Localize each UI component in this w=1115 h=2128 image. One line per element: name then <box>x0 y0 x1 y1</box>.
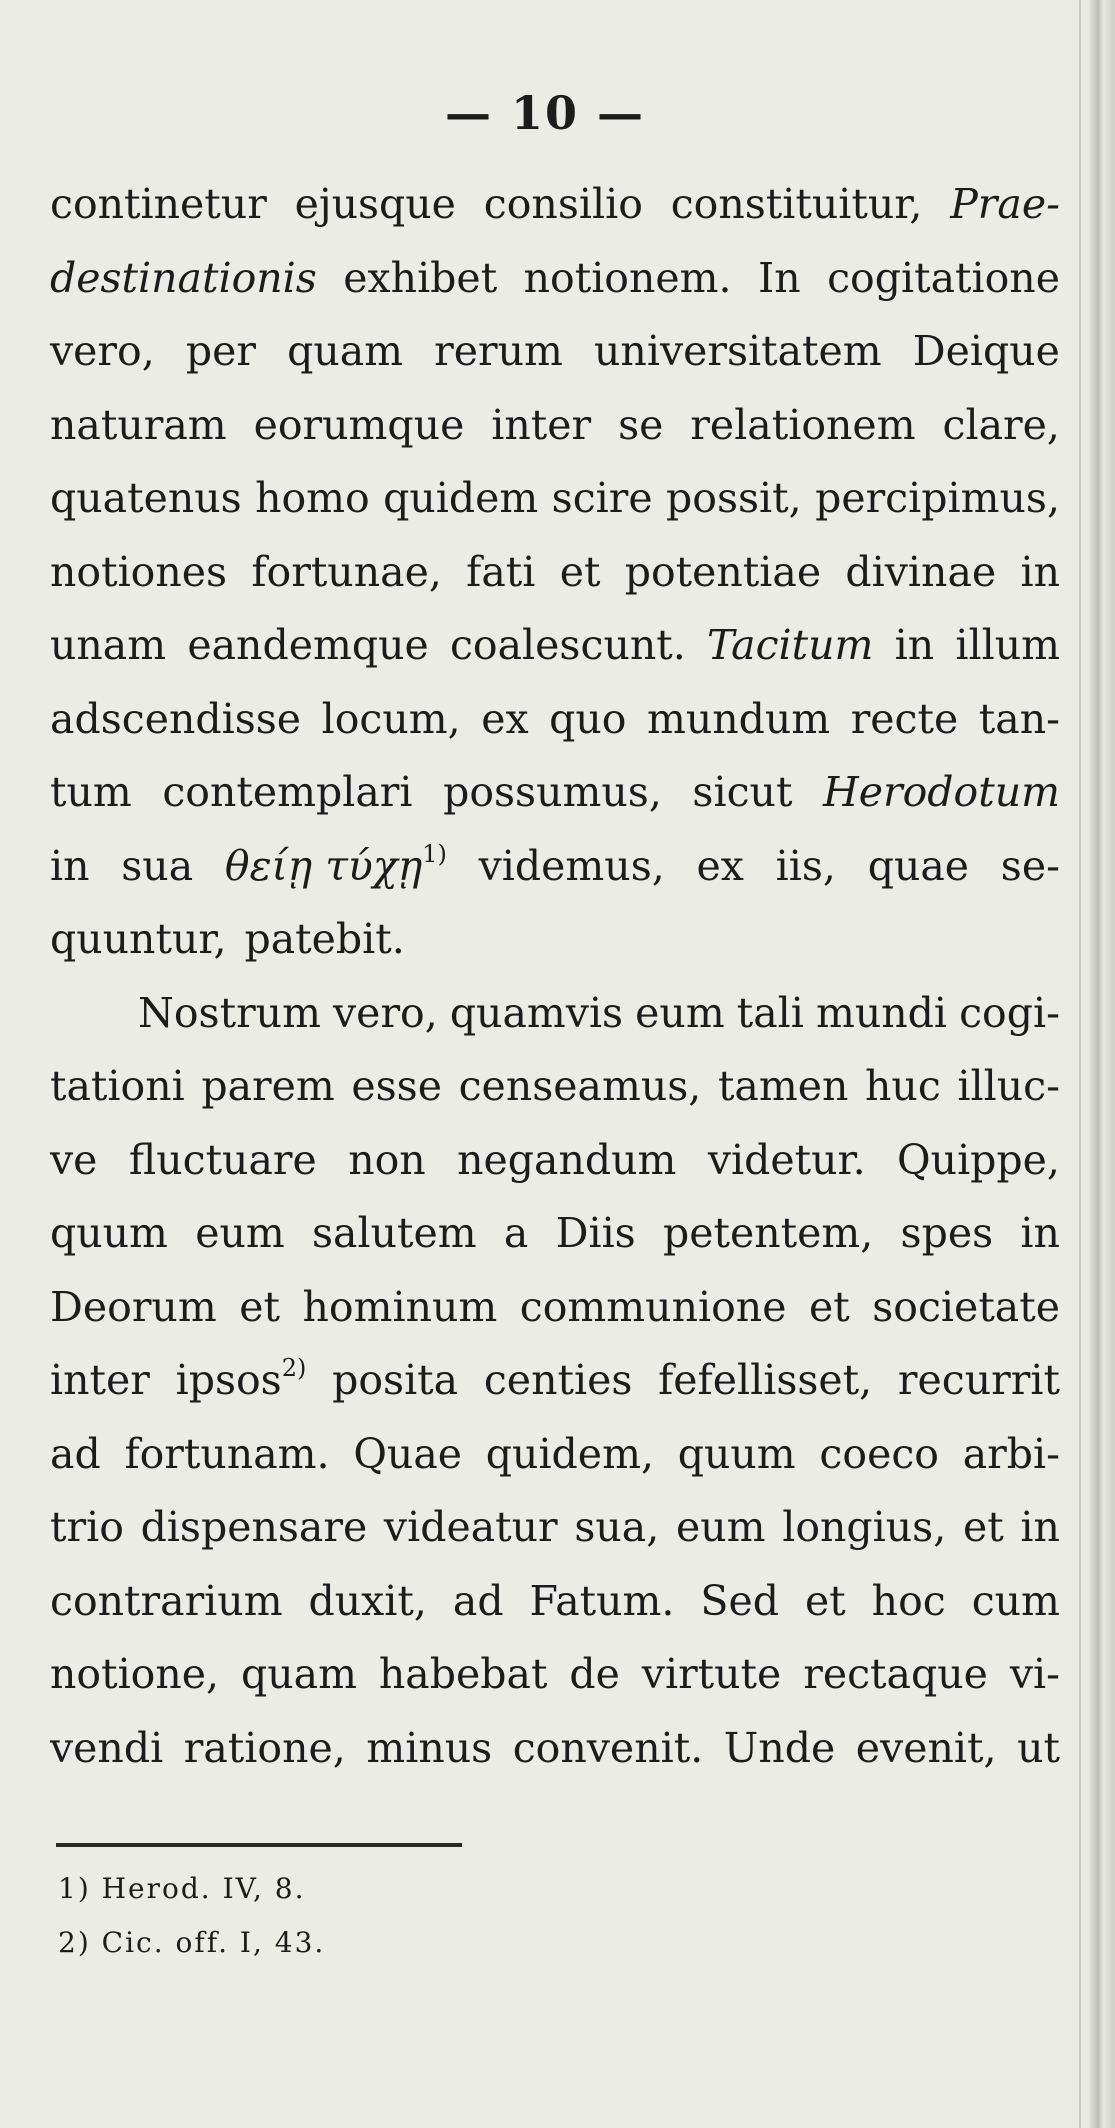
word: illum <box>955 621 1060 669</box>
word: spes <box>900 1209 994 1257</box>
word: trio <box>50 1503 124 1551</box>
word: et <box>808 1282 850 1331</box>
word: notione, <box>50 1650 220 1698</box>
word: vi- <box>1009 1650 1060 1698</box>
word: negandum <box>457 1135 677 1184</box>
word: posita <box>332 1356 459 1404</box>
word: eum <box>675 1503 766 1551</box>
word: non <box>348 1135 426 1184</box>
word: virtute <box>641 1650 782 1698</box>
word: fati <box>466 547 536 596</box>
word: et <box>239 1282 280 1331</box>
word: tationi <box>50 1062 185 1110</box>
word: eandemque <box>187 621 429 669</box>
word: sua, <box>574 1503 660 1551</box>
word: In <box>758 253 801 302</box>
word: Prae- <box>950 180 1060 228</box>
word-with-marker <box>225 830 447 904</box>
word: recte <box>850 694 959 743</box>
word: ad <box>452 1576 504 1625</box>
word: exhibet <box>343 253 498 302</box>
word: Herodotum <box>822 768 1060 816</box>
word: notiones <box>50 547 228 596</box>
word: minus <box>366 1723 493 1772</box>
text-line <box>50 536 1060 610</box>
word: Quippe, <box>897 1135 1060 1184</box>
word: mundi <box>815 988 948 1037</box>
word: se- <box>1000 841 1060 890</box>
word: ratione, <box>183 1723 346 1772</box>
page-edge <box>1089 0 1115 2128</box>
word: inter <box>491 400 592 449</box>
word: quo <box>549 694 627 743</box>
word: quae <box>867 841 970 890</box>
word: quam <box>287 327 404 375</box>
word: consilio <box>483 180 643 228</box>
word: vero, <box>50 327 155 375</box>
text-line <box>50 242 1060 316</box>
word: percipimus, <box>815 474 1060 522</box>
word: contemplari <box>162 768 413 816</box>
word: quum <box>677 1429 796 1478</box>
word: coeco <box>819 1429 939 1478</box>
footnote-2: 2) Cic. off. I, 43. <box>58 1926 326 1959</box>
footnotes <box>58 1862 325 1970</box>
text-line <box>50 609 1060 683</box>
word: sua <box>121 841 194 890</box>
word: huc <box>865 1062 941 1110</box>
text-line <box>50 1638 1060 1712</box>
word: contrarium <box>50 1576 283 1625</box>
word: censeamus, <box>458 1062 702 1110</box>
word-with-marker <box>176 1344 307 1418</box>
word: quidem, <box>485 1429 654 1478</box>
body-text <box>50 168 1060 1785</box>
word: a <box>503 1209 529 1257</box>
word: fluctuare <box>128 1135 317 1184</box>
text-line <box>50 1565 1060 1639</box>
word: tan- <box>978 694 1060 743</box>
word: cogitatione <box>827 253 1060 302</box>
word: et <box>962 1503 1004 1551</box>
word: petentem, <box>662 1209 874 1257</box>
word: clare, <box>942 400 1060 449</box>
word: Nostrum <box>138 988 321 1037</box>
word: in <box>894 621 935 669</box>
word: Diis <box>555 1209 636 1257</box>
word: unam <box>50 621 167 669</box>
word: de <box>569 1650 620 1698</box>
word: adscendisse <box>50 694 302 743</box>
word: societate <box>872 1282 1060 1331</box>
word: tum <box>50 768 132 816</box>
word: relationem <box>690 400 916 449</box>
text-line <box>50 977 1060 1051</box>
word: quam <box>241 1650 357 1698</box>
word: possumus, <box>443 768 662 816</box>
word: divinae <box>845 547 997 596</box>
word: Fatum. <box>529 1576 675 1625</box>
text-line <box>50 315 1060 389</box>
word: illuc- <box>957 1062 1060 1110</box>
word: fortunam. <box>124 1429 330 1478</box>
text-line <box>50 462 1060 536</box>
word: Deorum <box>50 1282 217 1331</box>
page-fold-line <box>1079 0 1081 2128</box>
word: constituitur, <box>670 180 923 228</box>
word: ipsos <box>175 1356 282 1404</box>
word: sicut <box>692 768 793 816</box>
word: Unde <box>723 1723 836 1772</box>
word: videtur. <box>707 1135 866 1184</box>
text-line <box>50 1124 1060 1198</box>
word: in <box>1020 1209 1060 1257</box>
word: per <box>185 327 256 375</box>
word: cum <box>971 1576 1060 1625</box>
word: centies <box>483 1356 633 1404</box>
word: vero, <box>333 988 438 1037</box>
word: se <box>618 400 664 449</box>
word: tamen <box>717 1062 849 1110</box>
text-line <box>50 683 1060 757</box>
word: θείῃ τύχῃ <box>224 841 423 890</box>
word: dispensare <box>140 1503 368 1551</box>
word: naturam <box>50 400 227 449</box>
text-line <box>50 1197 1060 1271</box>
word: fortunae, <box>251 547 442 596</box>
word: recurrit <box>897 1356 1060 1404</box>
footnote-marker: 2) <box>281 1354 307 1382</box>
text-line <box>50 903 1060 977</box>
word: tali <box>736 988 804 1037</box>
word: quum <box>50 1209 168 1257</box>
word: ex <box>696 841 744 890</box>
word: et <box>804 1576 846 1625</box>
word: rerum <box>434 327 563 375</box>
word: salutem <box>312 1209 477 1257</box>
word: mundum <box>646 694 831 743</box>
word: quatenus <box>50 474 242 522</box>
word: universitatem <box>594 327 882 375</box>
word: possit, <box>666 474 802 522</box>
word: destinationis <box>50 253 317 302</box>
word: in <box>1020 547 1060 596</box>
word: ve <box>50 1135 98 1184</box>
text-line <box>50 1491 1060 1565</box>
word: vendi <box>50 1723 164 1772</box>
word: et <box>559 547 601 596</box>
word: scire <box>551 474 653 522</box>
word: longius, <box>782 1503 947 1551</box>
word: ad <box>50 1429 101 1478</box>
word: locum, <box>321 694 461 743</box>
word: rectaque <box>803 1650 988 1698</box>
footnote-1: 1) Herod. IV, 8. <box>58 1872 306 1905</box>
text-line <box>50 389 1060 463</box>
word: communione <box>519 1282 787 1331</box>
word: videmus, <box>478 841 665 890</box>
word: eorumque <box>253 400 465 449</box>
word: homo <box>255 474 370 522</box>
word: inter <box>50 1356 150 1404</box>
footnote-marker: 1) <box>422 839 447 868</box>
word: continetur <box>50 180 267 228</box>
word: notionem. <box>523 253 732 302</box>
word: parem <box>201 1062 335 1110</box>
word: coalescunt. <box>449 621 686 669</box>
word: Tacitum <box>706 621 874 669</box>
word: evenit, <box>855 1723 997 1772</box>
word: convenit. <box>512 1723 704 1772</box>
word: Deique <box>912 327 1060 375</box>
footnote-rule <box>56 1843 462 1847</box>
text-line <box>50 1344 1060 1418</box>
word: duxit, <box>308 1576 427 1625</box>
word: quuntur, <box>50 915 227 963</box>
text-line <box>50 1050 1060 1124</box>
word: patebit. <box>244 915 405 963</box>
text-line <box>50 830 1060 904</box>
word: arbi- <box>962 1429 1060 1478</box>
word: eum <box>195 1209 285 1257</box>
word: hoc <box>871 1576 946 1625</box>
word: cogi- <box>959 988 1060 1037</box>
word: esse <box>351 1062 442 1110</box>
text-line <box>50 1271 1060 1345</box>
text-line <box>50 1418 1060 1492</box>
word: hominum <box>302 1282 498 1331</box>
word: quidem <box>383 474 539 522</box>
text-line <box>50 1712 1060 1786</box>
page-number: — 10 — <box>444 86 646 140</box>
word: eum <box>635 988 725 1037</box>
word: Quae <box>353 1429 463 1478</box>
word: ut <box>1017 1723 1060 1772</box>
word: habebat <box>378 1650 548 1698</box>
word: videatur <box>383 1503 558 1551</box>
word: iis, <box>775 841 836 890</box>
word: ejusque <box>294 180 456 228</box>
word: in <box>50 841 90 890</box>
word: ex <box>481 694 529 743</box>
word: potentiae <box>624 547 822 596</box>
word: quamvis <box>449 988 624 1037</box>
text-line <box>50 168 1060 242</box>
text-line <box>50 756 1060 830</box>
word: in <box>1020 1503 1060 1551</box>
word: Sed <box>700 1576 780 1625</box>
word: fefellisset, <box>658 1356 873 1404</box>
